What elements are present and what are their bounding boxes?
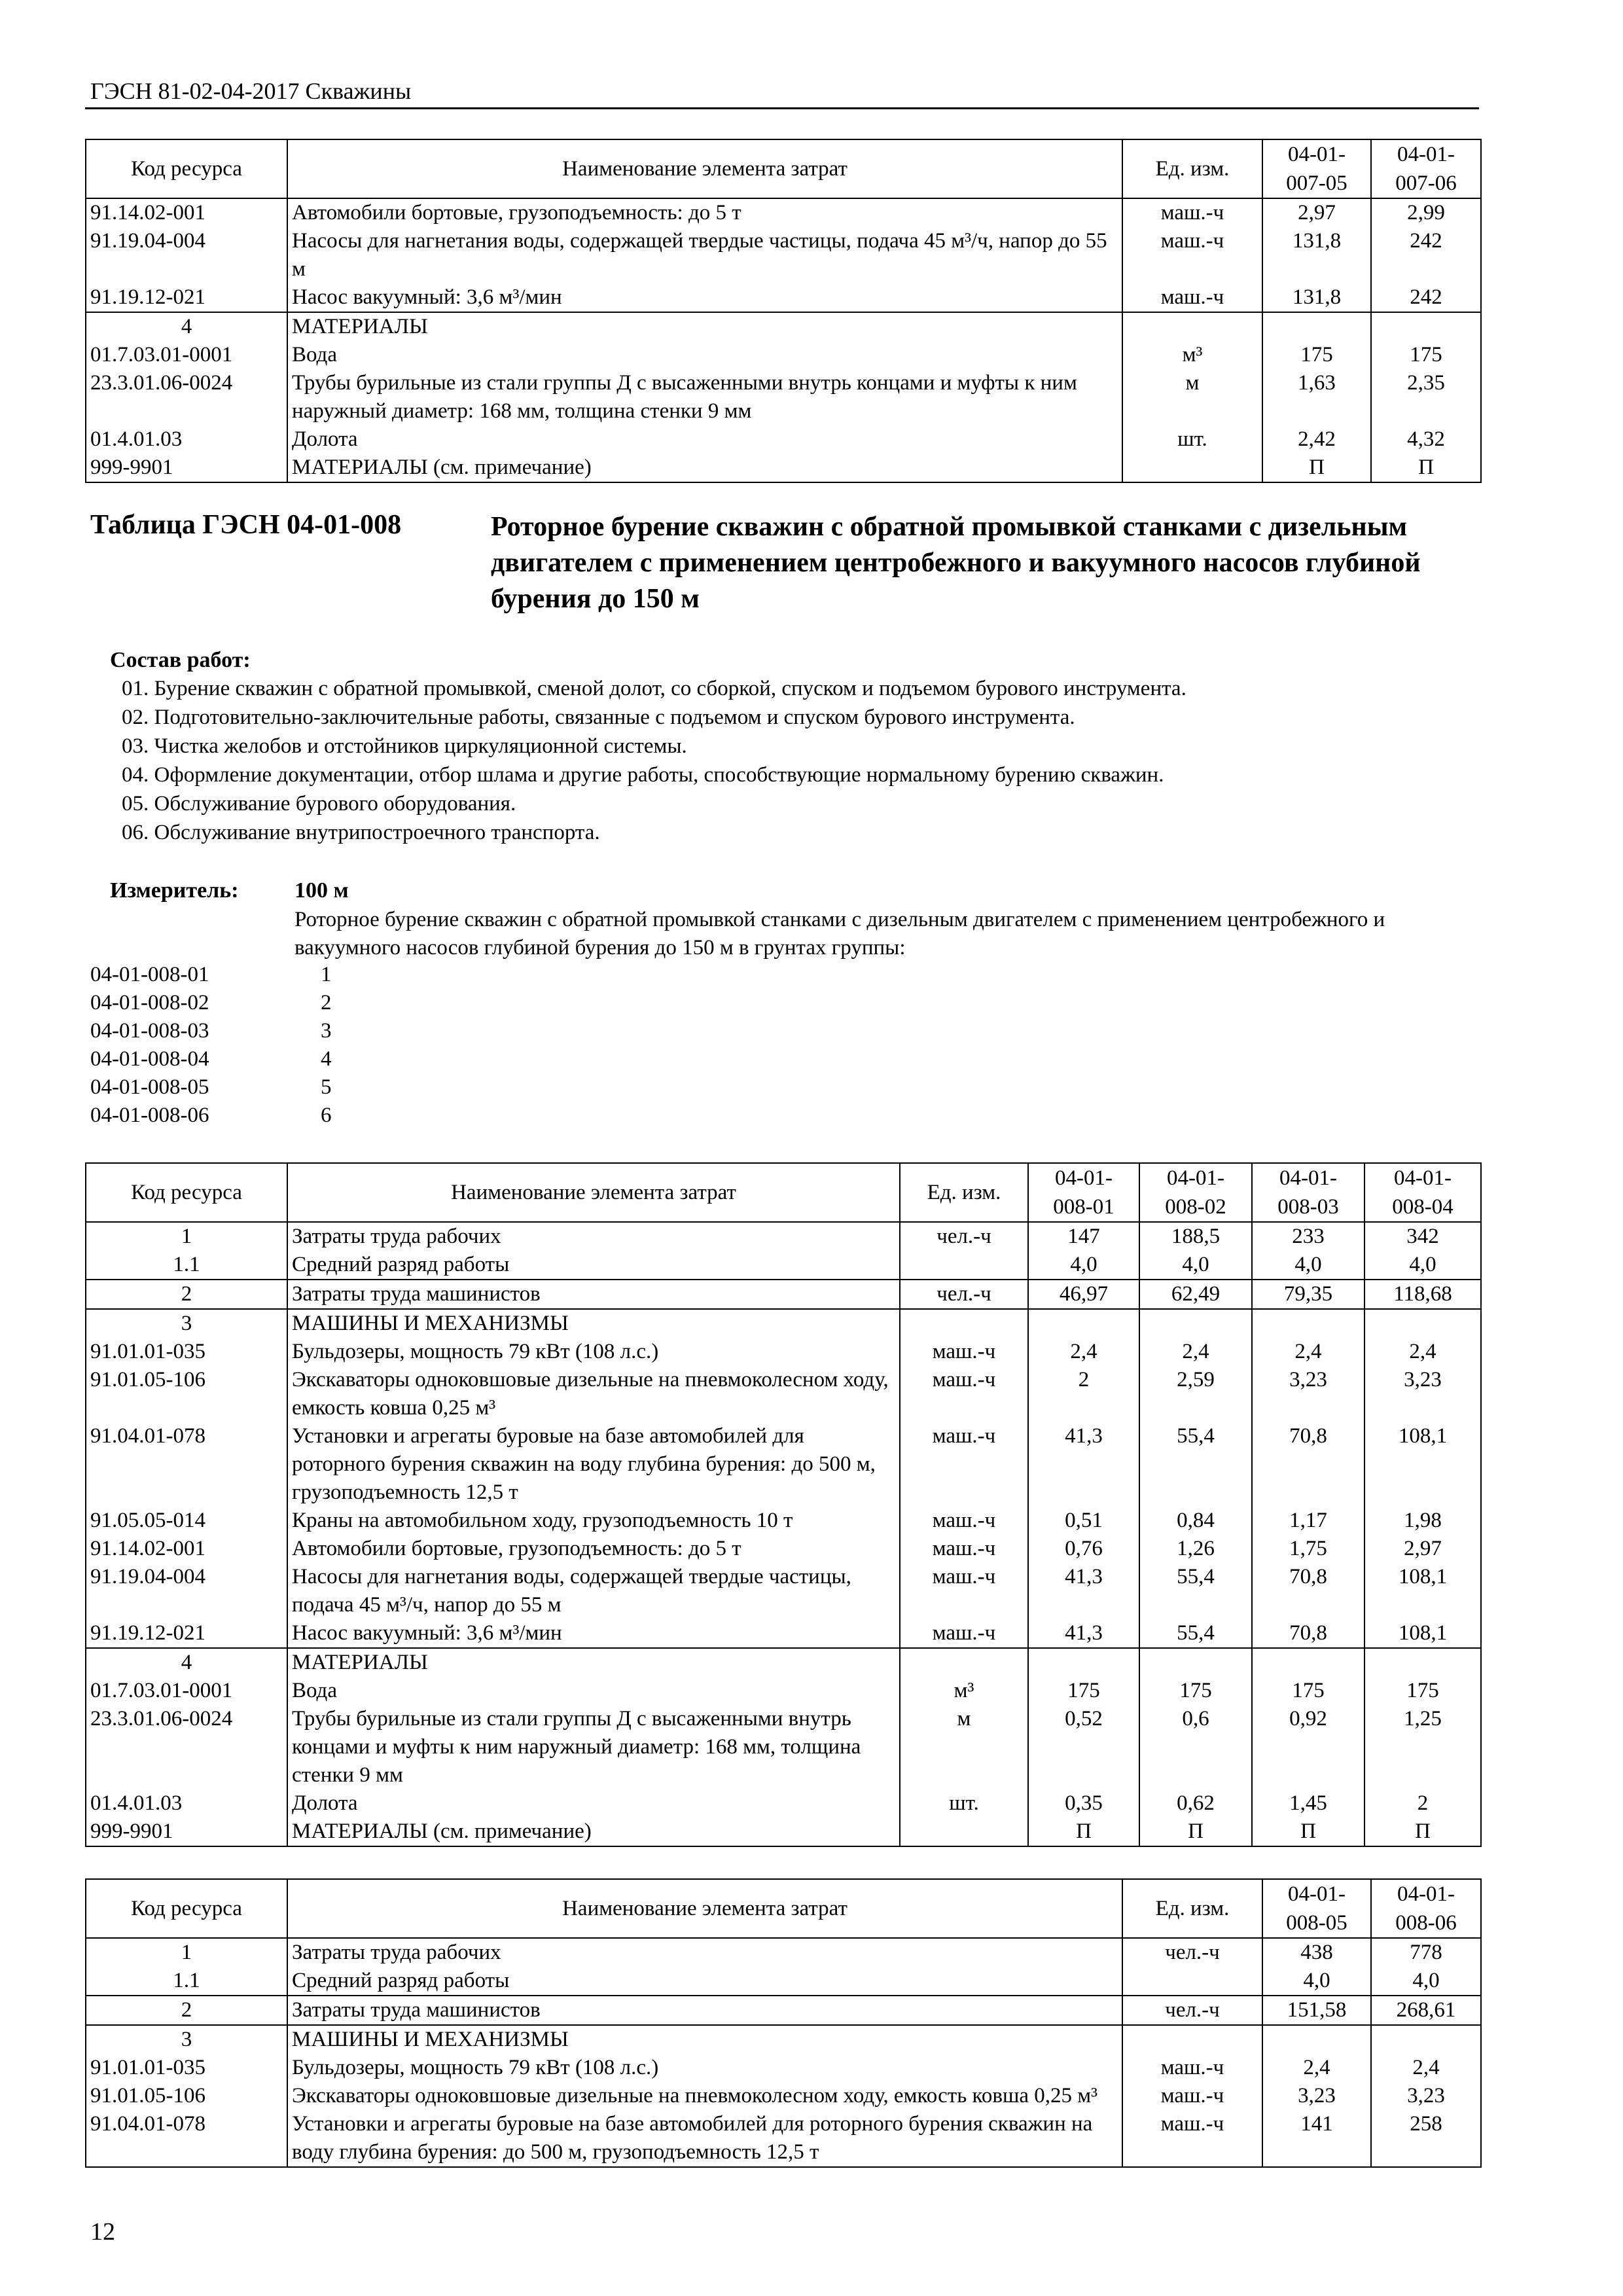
resource-code: 91.14.02-001 bbox=[86, 1535, 287, 1563]
rate-value: 151,58 bbox=[1262, 1996, 1371, 2025]
table-row bbox=[86, 1938, 1481, 1967]
operation-item: 04. Оформление документации, отбор шлама и другие работы, способствующие нормальному бурению скважин. bbox=[122, 763, 1164, 787]
rate-value: 55,4 bbox=[1139, 1422, 1252, 1507]
unit-cell: маш.-ч bbox=[1122, 2110, 1262, 2167]
unit-cell bbox=[1122, 1967, 1262, 1996]
resource-name: Вода bbox=[287, 341, 1122, 369]
resource-name: Трубы бурильные из стали группы Д с высаженными внутрь концами и муфты к ним наружный диаметр: 168 мм, толщина стенки 9 мм bbox=[287, 369, 1122, 425]
rate-value: 131,8 bbox=[1262, 283, 1371, 312]
operation-item: 05. Обслуживание бурового оборудования. bbox=[122, 792, 516, 816]
rate-value: 3,23 bbox=[1371, 2082, 1481, 2110]
resource-code: 91.19.04-004 bbox=[86, 227, 287, 283]
resource-code: 1.1 bbox=[86, 1967, 287, 1996]
resource-table-008-05-06 bbox=[85, 1878, 1482, 2168]
rate-value: 2 bbox=[1364, 1789, 1481, 1818]
resource-name: Насосы для нагнетания воды, содержащей твердые частицы, подача 45 м³/ч, напор до 55 м bbox=[287, 1563, 900, 1619]
resource-name: Затраты труда рабочих bbox=[287, 1938, 1122, 1967]
col-header-rate: 04-01- 008-05 bbox=[1262, 1879, 1371, 1938]
unit-cell: чел.-ч bbox=[900, 1222, 1028, 1251]
unit-cell: м³ bbox=[900, 1677, 1028, 1705]
unit-cell: м bbox=[1122, 369, 1262, 425]
rate-value: 108,1 bbox=[1364, 1619, 1481, 1648]
resource-code: 2 bbox=[86, 1280, 287, 1309]
rate-value: П bbox=[1028, 1818, 1139, 1846]
unit-cell bbox=[900, 1309, 1028, 1338]
resource-name: МАТЕРИАЛЫ (см. примечание) bbox=[287, 1818, 900, 1846]
rate-value: 2 bbox=[1028, 1366, 1139, 1422]
rate-item bbox=[90, 1102, 332, 1130]
resource-code: 1 bbox=[86, 1938, 287, 1967]
rate-group: 5 bbox=[321, 1075, 332, 1099]
rate-value: 0,52 bbox=[1028, 1705, 1139, 1789]
resource-name: Затраты труда машинистов bbox=[287, 1280, 900, 1309]
running-header: ГЭСН 81-02-04-2017 Скважины bbox=[90, 78, 412, 104]
meter-value: 100 м bbox=[294, 878, 349, 903]
rate-value bbox=[1262, 312, 1371, 341]
rate-value: 4,0 bbox=[1028, 1251, 1139, 1280]
resource-name: Бульдозеры, мощность 79 кВт (108 л.с.) bbox=[287, 2054, 1122, 2082]
table-row bbox=[86, 341, 1481, 369]
unit-cell: маш.-ч bbox=[900, 1366, 1028, 1422]
unit-cell bbox=[1122, 312, 1262, 341]
section-row bbox=[86, 2025, 1481, 2054]
rate-value bbox=[1252, 1309, 1364, 1338]
rate-value: 4,0 bbox=[1371, 1967, 1481, 1996]
rate-value: 1,17 bbox=[1252, 1507, 1364, 1535]
resource-name: МАТЕРИАЛЫ bbox=[287, 312, 1122, 341]
rate-value: 2,35 bbox=[1371, 369, 1481, 425]
unit-cell: маш.-ч bbox=[900, 1338, 1028, 1366]
rate-value: 1,45 bbox=[1252, 1789, 1364, 1818]
operation-item: 06. Обслуживание внутрипостроечного транспорта. bbox=[122, 821, 600, 844]
col-header-rate: 04-01- 008-04 bbox=[1364, 1163, 1481, 1222]
rate-value: 0,92 bbox=[1252, 1705, 1364, 1789]
table-row bbox=[86, 454, 1481, 482]
table-row bbox=[86, 1677, 1481, 1705]
rate-value: 0,35 bbox=[1028, 1789, 1139, 1818]
unit-cell: чел.-ч bbox=[900, 1280, 1028, 1309]
rate-value: 0,6 bbox=[1139, 1705, 1252, 1789]
rate-value: 141 bbox=[1262, 2110, 1371, 2167]
rate-value: 1,63 bbox=[1262, 369, 1371, 425]
table-caption: Роторное бурение скважин с обратной промывкой станками с дизельным двигателем с применением центробежного и вакуумного насосов глубиной бурения до 150 м bbox=[491, 512, 1421, 614]
table-row bbox=[86, 1222, 1481, 1251]
rate-value bbox=[1371, 2025, 1481, 2054]
table-row bbox=[86, 1789, 1481, 1818]
rate-value: 438 bbox=[1262, 1938, 1371, 1967]
rate-value: 4,32 bbox=[1371, 425, 1481, 454]
table-header-row bbox=[86, 139, 1481, 198]
rate-value: 79,35 bbox=[1252, 1280, 1364, 1309]
rate-value: 1,98 bbox=[1364, 1507, 1481, 1535]
resource-name: Средний разряд работы bbox=[287, 1967, 1122, 1996]
rate-value: 233 bbox=[1252, 1222, 1364, 1251]
rate-value: П bbox=[1371, 454, 1481, 482]
rate-value: 2,4 bbox=[1262, 2054, 1371, 2082]
resource-code: 91.14.02-001 bbox=[86, 198, 287, 227]
resource-code: 01.7.03.01-0001 bbox=[86, 1677, 287, 1705]
header-rule bbox=[85, 107, 1479, 109]
section-row bbox=[86, 1648, 1481, 1677]
table-row bbox=[86, 1366, 1481, 1422]
resource-name: Установки и агрегаты буровые на базе автомобилей для роторного бурения скважин на воду глубина бурения: до 500 м, грузоподъемность 12,5 т bbox=[287, 2110, 1122, 2167]
unit-cell: маш.-ч bbox=[1122, 2054, 1262, 2082]
resource-code: 999-9901 bbox=[86, 1818, 287, 1846]
resource-code: 1.1 bbox=[86, 1251, 287, 1280]
col-header-code: Код ресурса bbox=[86, 1163, 287, 1222]
rate-value: 0,51 bbox=[1028, 1507, 1139, 1535]
table-row bbox=[86, 425, 1481, 454]
rate-item bbox=[90, 1045, 332, 1073]
resource-name: Экскаваторы одноковшовые дизельные на пневмоколесном ходу, емкость ковша 0,25 м³ bbox=[287, 1366, 900, 1422]
resource-code: 91.05.05-014 bbox=[86, 1507, 287, 1535]
rate-value: 1,75 bbox=[1252, 1535, 1364, 1563]
col-header-name: Наименование элемента затрат bbox=[287, 1879, 1122, 1938]
resource-name: МАШИНЫ И МЕХАНИЗМЫ bbox=[287, 2025, 1122, 2054]
rate-value: 2,4 bbox=[1252, 1338, 1364, 1366]
rate-value: 0,76 bbox=[1028, 1535, 1139, 1563]
rate-value: 70,8 bbox=[1252, 1422, 1364, 1507]
resource-code: 4 bbox=[86, 1648, 287, 1677]
resource-code: 91.01.05-106 bbox=[86, 2082, 287, 2110]
rate-value: 2,59 bbox=[1139, 1366, 1252, 1422]
col-header-rate: 04-01- 008-03 bbox=[1252, 1163, 1364, 1222]
rate-group: 4 bbox=[321, 1047, 332, 1071]
resource-name: Насос вакуумный: 3,6 м³/мин bbox=[287, 283, 1122, 312]
rate-value: 4,0 bbox=[1139, 1251, 1252, 1280]
col-header-unit: Ед. изм. bbox=[1122, 1879, 1262, 1938]
unit-cell bbox=[900, 1251, 1028, 1280]
resource-code: 999-9901 bbox=[86, 454, 287, 482]
resource-code: 91.19.04-004 bbox=[86, 1563, 287, 1619]
resource-code: 23.3.01.06-0024 bbox=[86, 369, 287, 425]
rate-value: 108,1 bbox=[1364, 1563, 1481, 1619]
unit-cell: маш.-ч bbox=[900, 1619, 1028, 1648]
section-row bbox=[86, 1996, 1481, 2025]
rate-value: 778 bbox=[1371, 1938, 1481, 1967]
table-row bbox=[86, 1619, 1481, 1648]
rate-value: 1,25 bbox=[1364, 1705, 1481, 1789]
resource-name: Автомобили бортовые, грузоподъемность: до 5 т bbox=[287, 198, 1122, 227]
resource-name: Затраты труда рабочих bbox=[287, 1222, 900, 1251]
rate-value: 2,97 bbox=[1262, 198, 1371, 227]
rate-value: 4,0 bbox=[1262, 1967, 1371, 1996]
rate-value: 55,4 bbox=[1139, 1563, 1252, 1619]
resource-code: 1 bbox=[86, 1222, 287, 1251]
table-row bbox=[86, 1338, 1481, 1366]
rate-value bbox=[1028, 1309, 1139, 1338]
page-number: 12 bbox=[90, 2218, 115, 2246]
resource-code: 91.01.01-035 bbox=[86, 2054, 287, 2082]
rate-value: 118,68 bbox=[1364, 1280, 1481, 1309]
rate-value: 188,5 bbox=[1139, 1222, 1252, 1251]
table-row bbox=[86, 1818, 1481, 1846]
resource-name: МАТЕРИАЛЫ bbox=[287, 1648, 900, 1677]
resource-name: Насосы для нагнетания воды, содержащей твердые частицы, подача 45 м³/ч, напор до 55 м bbox=[287, 227, 1122, 283]
rate-value: 175 bbox=[1139, 1677, 1252, 1705]
table-row bbox=[86, 283, 1481, 312]
table-row bbox=[86, 1563, 1481, 1619]
table-header-row bbox=[86, 1163, 1481, 1222]
rate-value: П bbox=[1139, 1818, 1252, 1846]
resource-name: Трубы бурильные из стали группы Д с высаженными внутрь концами и муфты к ним наружный диаметр: 168 мм, толщина стенки 9 мм bbox=[287, 1705, 900, 1789]
table-row bbox=[86, 2082, 1481, 2110]
resource-name: Вода bbox=[287, 1677, 900, 1705]
table-row bbox=[86, 198, 1481, 227]
rate-value: 242 bbox=[1371, 227, 1481, 283]
table-row bbox=[86, 1705, 1481, 1789]
rate-value bbox=[1139, 1309, 1252, 1338]
table-header-row bbox=[86, 1879, 1481, 1938]
unit-cell: чел.-ч bbox=[1122, 1938, 1262, 1967]
rate-value: П bbox=[1364, 1818, 1481, 1846]
resource-name: Бульдозеры, мощность 79 кВт (108 л.с.) bbox=[287, 1338, 900, 1366]
rate-list bbox=[90, 961, 332, 1130]
unit-cell: маш.-ч bbox=[1122, 283, 1262, 312]
col-header-unit: Ед. изм. bbox=[1122, 139, 1262, 198]
col-header-rate: 04-01- 008-02 bbox=[1139, 1163, 1252, 1222]
rate-value: 3,23 bbox=[1262, 2082, 1371, 2110]
rate-group: 6 bbox=[321, 1103, 332, 1127]
table-row bbox=[86, 369, 1481, 425]
resource-name: Краны на автомобильном ходу, грузоподъемность 10 т bbox=[287, 1507, 900, 1535]
rate-value: 175 bbox=[1371, 341, 1481, 369]
col-header-unit: Ед. изм. bbox=[900, 1163, 1028, 1222]
resource-code: 01.4.01.03 bbox=[86, 425, 287, 454]
rate-value: 175 bbox=[1028, 1677, 1139, 1705]
resource-code: 2 bbox=[86, 1996, 287, 2025]
unit-cell bbox=[1122, 454, 1262, 482]
unit-cell bbox=[1122, 2025, 1262, 2054]
rate-code: 04-01-008-03 bbox=[90, 1019, 209, 1043]
rate-value: 0,62 bbox=[1139, 1789, 1252, 1818]
rate-value: 4,0 bbox=[1252, 1251, 1364, 1280]
unit-cell: м bbox=[900, 1705, 1028, 1789]
col-header-code: Код ресурса bbox=[86, 1879, 287, 1938]
table-row bbox=[86, 1507, 1481, 1535]
rate-value: 62,49 bbox=[1139, 1280, 1252, 1309]
rate-value: 2,99 bbox=[1371, 198, 1481, 227]
resource-code: 91.04.01-078 bbox=[86, 1422, 287, 1507]
rate-value: 55,4 bbox=[1139, 1619, 1252, 1648]
rate-code: 04-01-008-06 bbox=[90, 1103, 209, 1127]
unit-cell: маш.-ч bbox=[1122, 198, 1262, 227]
resource-name: Средний разряд работы bbox=[287, 1251, 900, 1280]
table-row bbox=[86, 2110, 1481, 2167]
table-row bbox=[86, 1535, 1481, 1563]
rate-item bbox=[90, 1017, 332, 1045]
section-row bbox=[86, 1280, 1481, 1309]
resource-name: Затраты труда машинистов bbox=[287, 1996, 1122, 2025]
col-header-rate: 04-01- 007-06 bbox=[1371, 139, 1481, 198]
resource-name: МАТЕРИАЛЫ (см. примечание) bbox=[287, 454, 1122, 482]
resource-code: 91.01.05-106 bbox=[86, 1366, 287, 1422]
rate-value: 70,8 bbox=[1252, 1619, 1364, 1648]
rate-value bbox=[1364, 1648, 1481, 1677]
resource-code: 91.04.01-078 bbox=[86, 2110, 287, 2167]
unit-cell: маш.-ч bbox=[1122, 2082, 1262, 2110]
rate-value: 175 bbox=[1262, 341, 1371, 369]
rate-value bbox=[1364, 1309, 1481, 1338]
rate-value: 175 bbox=[1364, 1677, 1481, 1705]
rate-value: 175 bbox=[1252, 1677, 1364, 1705]
unit-cell: маш.-ч bbox=[1122, 227, 1262, 283]
rate-value: 41,3 bbox=[1028, 1422, 1139, 1507]
rate-value bbox=[1139, 1648, 1252, 1677]
resource-table-008-01-04 bbox=[85, 1162, 1482, 1847]
resource-code: 4 bbox=[86, 312, 287, 341]
rate-value: 2,97 bbox=[1364, 1535, 1481, 1563]
rate-value: 4,0 bbox=[1364, 1251, 1481, 1280]
rate-group: 3 bbox=[321, 1019, 332, 1043]
rate-value: 147 bbox=[1028, 1222, 1139, 1251]
col-header-rate: 04-01- 008-01 bbox=[1028, 1163, 1139, 1222]
rate-value: 41,3 bbox=[1028, 1619, 1139, 1648]
rate-value: 2,4 bbox=[1028, 1338, 1139, 1366]
rate-group: 2 bbox=[321, 991, 332, 1014]
resource-code: 91.19.12-021 bbox=[86, 1619, 287, 1648]
rate-value: 46,97 bbox=[1028, 1280, 1139, 1309]
table-row bbox=[86, 2054, 1481, 2082]
section-row bbox=[86, 1309, 1481, 1338]
resource-code: 3 bbox=[86, 1309, 287, 1338]
rate-code: 04-01-008-01 bbox=[90, 963, 209, 986]
rate-value: 0,84 bbox=[1139, 1507, 1252, 1535]
rate-group: 1 bbox=[321, 963, 332, 986]
resource-name: Долота bbox=[287, 425, 1122, 454]
rate-value: П bbox=[1252, 1818, 1364, 1846]
resource-name: Автомобили бортовые, грузоподъемность: до 5 т bbox=[287, 1535, 900, 1563]
rate-value: 2,4 bbox=[1371, 2054, 1481, 2082]
unit-cell: маш.-ч bbox=[900, 1563, 1028, 1619]
rate-value bbox=[1028, 1648, 1139, 1677]
resource-name: Долота bbox=[287, 1789, 900, 1818]
meter-label: Измеритель: bbox=[110, 878, 239, 903]
table-row bbox=[86, 1251, 1481, 1280]
unit-cell: шт. bbox=[1122, 425, 1262, 454]
rate-value: 2,4 bbox=[1364, 1338, 1481, 1366]
operation-item: 02. Подготовительно-заключительные работы, связанные с подъемом и спуском бурового инструмента. bbox=[122, 706, 1075, 729]
resource-code: 91.19.12-021 bbox=[86, 283, 287, 312]
unit-cell: м³ bbox=[1122, 341, 1262, 369]
rate-value bbox=[1262, 2025, 1371, 2054]
section-row bbox=[86, 312, 1481, 341]
col-header-rate: 04-01- 007-05 bbox=[1262, 139, 1371, 198]
rate-value: 2,4 bbox=[1139, 1338, 1252, 1366]
table-number: Таблица ГЭСН 04-01-008 bbox=[90, 510, 402, 540]
col-header-name: Наименование элемента затрат bbox=[287, 139, 1122, 198]
resource-name: Насос вакуумный: 3,6 м³/мин bbox=[287, 1619, 900, 1648]
rate-value: 41,3 bbox=[1028, 1563, 1139, 1619]
resource-code: 91.01.01-035 bbox=[86, 1338, 287, 1366]
unit-cell bbox=[900, 1648, 1028, 1677]
rate-code: 04-01-008-05 bbox=[90, 1075, 209, 1099]
resource-name: Установки и агрегаты буровые на базе автомобилей для роторного бурения скважин на воду глубина бурения: до 500 м, грузоподъемность 12,5 т bbox=[287, 1422, 900, 1507]
unit-cell: шт. bbox=[900, 1789, 1028, 1818]
operations-list bbox=[122, 674, 1186, 847]
rate-code: 04-01-008-02 bbox=[90, 991, 209, 1014]
rate-value: 108,1 bbox=[1364, 1422, 1481, 1507]
resource-name: МАШИНЫ И МЕХАНИЗМЫ bbox=[287, 1309, 900, 1338]
unit-cell: маш.-ч bbox=[900, 1422, 1028, 1507]
rate-value: П bbox=[1262, 454, 1371, 482]
rate-value: 3,23 bbox=[1252, 1366, 1364, 1422]
table-row bbox=[86, 227, 1481, 283]
resource-code: 01.4.01.03 bbox=[86, 1789, 287, 1818]
col-header-code: Код ресурса bbox=[86, 139, 287, 198]
resource-code: 23.3.01.06-0024 bbox=[86, 1705, 287, 1789]
rate-value: 3,23 bbox=[1364, 1366, 1481, 1422]
col-header-name: Наименование элемента затрат bbox=[287, 1163, 900, 1222]
resource-table-007-continued bbox=[85, 139, 1482, 483]
rate-item bbox=[90, 961, 332, 989]
resource-code: 01.7.03.01-0001 bbox=[86, 341, 287, 369]
rate-value: 268,61 bbox=[1371, 1996, 1481, 2025]
rate-value: 258 bbox=[1371, 2110, 1481, 2167]
operations-heading: Состав работ: bbox=[110, 648, 251, 672]
col-header-rate: 04-01- 008-06 bbox=[1371, 1879, 1481, 1938]
rate-value bbox=[1371, 312, 1481, 341]
rate-value: 70,8 bbox=[1252, 1563, 1364, 1619]
rate-value: 2,42 bbox=[1262, 425, 1371, 454]
table-row bbox=[86, 1967, 1481, 1996]
resource-code: 3 bbox=[86, 2025, 287, 2054]
rate-value: 242 bbox=[1371, 283, 1481, 312]
rate-value: 1,26 bbox=[1139, 1535, 1252, 1563]
operation-item: 03. Чистка желобов и отстойников циркуляционной системы. bbox=[122, 734, 687, 758]
rate-item bbox=[90, 1073, 332, 1102]
unit-cell bbox=[900, 1818, 1028, 1846]
unit-cell: маш.-ч bbox=[900, 1535, 1028, 1563]
rate-value bbox=[1252, 1648, 1364, 1677]
rate-value: 342 bbox=[1364, 1222, 1481, 1251]
rate-item bbox=[90, 989, 332, 1017]
table-row bbox=[86, 1422, 1481, 1507]
unit-cell: маш.-ч bbox=[900, 1507, 1028, 1535]
rate-value: 131,8 bbox=[1262, 227, 1371, 283]
operation-item: 01. Бурение скважин с обратной промывкой, сменой долот, со сборкой, спуском и подъемом бурового инструмента. bbox=[122, 677, 1186, 700]
resource-name: Экскаваторы одноковшовые дизельные на пневмоколесном ходу, емкость ковша 0,25 м³ bbox=[287, 2082, 1122, 2110]
rate-code: 04-01-008-04 bbox=[90, 1047, 209, 1071]
unit-cell: чел.-ч bbox=[1122, 1996, 1262, 2025]
meter-description: Роторное бурение скважин с обратной промывкой станками с дизельным двигателем с применением центробежного и вакуумного насосов глубиной бурения до 150 м в грунтах группы: bbox=[294, 908, 1385, 960]
